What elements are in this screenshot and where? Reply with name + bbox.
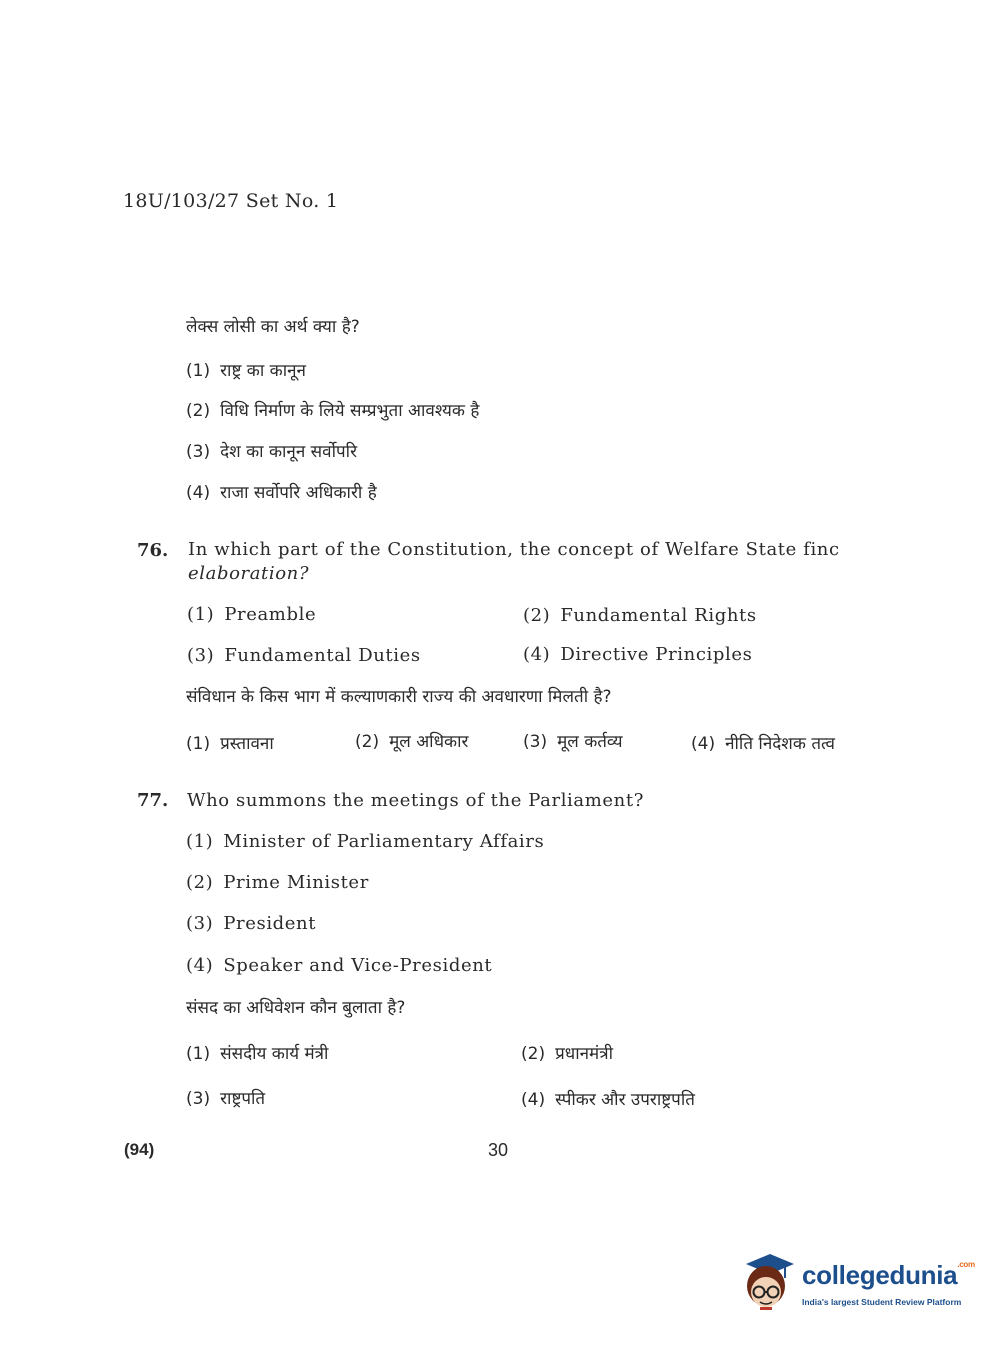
option-text: राष्ट्रपति — [220, 1089, 266, 1109]
option-number: (1) — [186, 734, 211, 754]
q77-option-2 — [186, 872, 369, 893]
option-number: (2) — [186, 872, 214, 893]
option-number: (2) — [186, 401, 211, 421]
option-number: (3) — [523, 732, 548, 752]
q77-option-4 — [186, 955, 492, 976]
option-number: (3) — [187, 645, 215, 666]
q77-hindi-option-1 — [186, 1041, 328, 1064]
option-text: मूल कर्तव्य — [557, 732, 623, 752]
q76-hindi-option-1 — [186, 731, 274, 754]
option-text: राजा सर्वोपरि अधिकारी है — [220, 483, 377, 503]
option-number: (1) — [187, 604, 215, 625]
option-number: (1) — [186, 361, 211, 381]
option-text: Fundamental Duties — [224, 645, 421, 666]
q75-hindi-option-1 — [186, 358, 306, 381]
option-text: Prime Minister — [223, 872, 369, 893]
page-number: 30 — [488, 1140, 509, 1160]
option-text: प्रस्तावना — [220, 734, 274, 754]
mascot-icon — [740, 1250, 798, 1316]
q76-option-1 — [187, 604, 316, 625]
footer-code: (94) — [124, 1140, 155, 1159]
brand-suffix: .com — [957, 1260, 975, 1269]
q77-option-1 — [186, 831, 544, 852]
q76-option-4 — [523, 644, 752, 665]
q77-option-3 — [186, 913, 316, 934]
set-number: 18U/103/27 Set No. 1 — [123, 190, 339, 212]
option-number: (3) — [186, 442, 211, 462]
q77-hindi-question: संसद का अधिवेशन कौन बुलाता है? — [186, 998, 406, 1018]
option-text: Fundamental Rights — [560, 605, 757, 626]
option-text: मूल अधिकार — [389, 732, 469, 752]
option-number: (2) — [521, 1044, 546, 1064]
option-number: (2) — [523, 605, 551, 626]
option-number: (4) — [186, 483, 211, 503]
option-text: राष्ट्र का कानून — [220, 361, 306, 381]
option-text: स्पीकर और उपराष्ट्रपति — [555, 1090, 695, 1110]
option-text: विधि निर्माण के लिये सम्प्रभुता आवश्यक है — [220, 401, 480, 421]
option-number: (4) — [521, 1090, 546, 1110]
option-number: (3) — [186, 1089, 211, 1109]
option-text: Directive Principles — [560, 644, 753, 665]
option-number: (1) — [186, 831, 214, 852]
q77-hindi-option-2 — [521, 1041, 613, 1064]
q76-hindi-option-3 — [523, 729, 623, 752]
q76-hindi-option-4 — [691, 731, 835, 754]
q77-hindi-option-3 — [186, 1086, 265, 1109]
option-text: Minister of Parliamentary Affairs — [223, 831, 545, 852]
q76-hindi-question: संविधान के किस भाग में कल्याणकारी राज्य की अवधारणा मिलती है? — [186, 687, 612, 707]
q75-hindi-question: लेक्स लोसी का अर्थ क्या है? — [186, 317, 360, 337]
option-text: Speaker and Vice-President — [223, 955, 493, 976]
q76-question-line2: elaboration? — [188, 563, 310, 584]
brand-word: collegedunia — [802, 1260, 958, 1290]
q75-hindi-option-3 — [186, 439, 357, 462]
q76-hindi-option-2 — [355, 729, 468, 752]
option-text: संसदीय कार्य मंत्री — [220, 1044, 329, 1064]
q75-hindi-option-2 — [186, 398, 479, 421]
option-text: Preamble — [224, 604, 317, 625]
q75-hindi-option-4 — [186, 480, 377, 503]
option-number: (1) — [186, 1044, 211, 1064]
option-number: (3) — [186, 913, 214, 934]
q76-option-3 — [187, 645, 421, 666]
collegedunia-logo — [740, 1250, 975, 1320]
option-text: देश का कानून सर्वोपरि — [220, 442, 358, 462]
q77-number: 77. — [137, 790, 169, 811]
q76-option-2 — [523, 605, 757, 626]
q76-question-line1: In which part of the Constitution, the concept of Welfare State finc — [188, 539, 840, 560]
brand-tagline: India's largest Student Review Platform — [802, 1297, 962, 1307]
option-number: (4) — [523, 644, 551, 665]
q76-number: 76. — [137, 540, 169, 561]
option-number: (2) — [355, 732, 380, 752]
q77-hindi-option-4 — [521, 1087, 695, 1110]
option-text: नीति निदेशक तत्व — [725, 734, 835, 754]
option-number: (4) — [186, 955, 214, 976]
q77-question: Who summons the meetings of the Parliament? — [187, 790, 644, 811]
option-number: (4) — [691, 734, 716, 754]
option-text: President — [223, 913, 317, 934]
brand-name — [802, 1260, 975, 1291]
option-text: प्रधानमंत्री — [555, 1044, 614, 1064]
